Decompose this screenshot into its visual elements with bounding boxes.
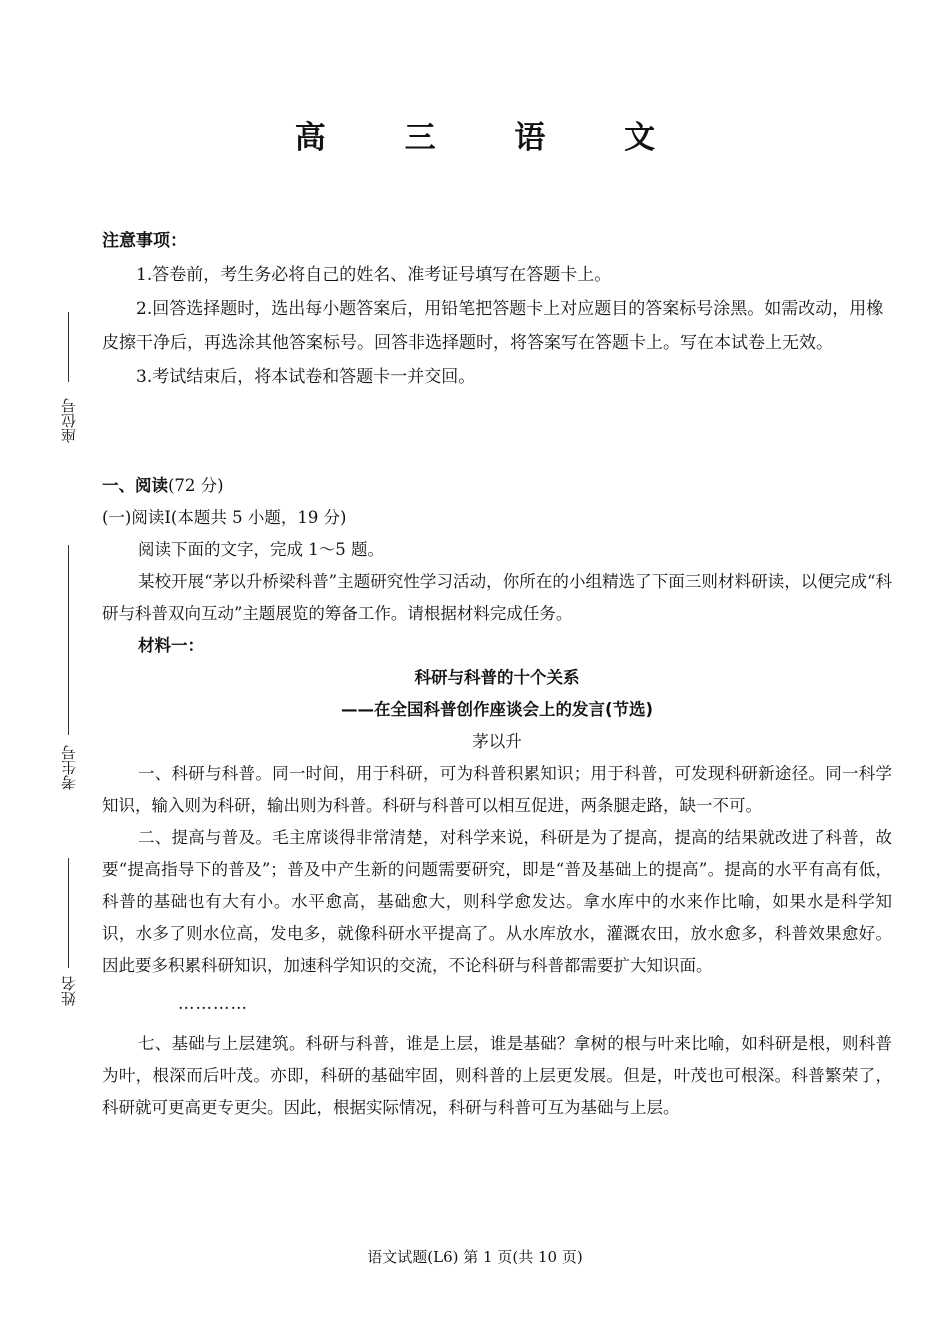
notice-item: 1.答卷前，考生务必将自己的姓名、准考证号填写在答题卡上。 [136, 265, 612, 285]
instruction: 阅读下面的文字，完成 1～5 题。 [138, 540, 384, 559]
name-label: 姓名 [60, 976, 78, 1006]
page-title: 高 三 语 文 [294, 120, 690, 156]
section-heading-text: 一、阅读 [102, 476, 168, 495]
article-paragraph: 二、提高与普及。毛主席谈得非常清楚，对科学来说，科研是为了提高，提高的结果就改进了科普，故要“提高指导下的普及”；普及中产生新的问题需要研究，即是“普及基础上的提高”。提高的水平有高有低，科普的基础也有大有小。水平愈高，基础愈大，则科学愈发达。拿水库中的水来作比喻，如果水是科学知识，水多了则水位高，发电多，就像科研水平提高了。从水库放水，灌溉农田，放水愈多，科普效果愈好。因此要多积累科研知识，加速科学知识的交流，不论科研与科普都需要扩大知识面。 [102, 828, 892, 975]
reading-section [102, 470, 892, 1124]
seat-number-line [68, 312, 69, 382]
notice-item: 3.考试结束后，将本试卷和答题卡一并交回。 [136, 367, 476, 387]
notice-heading: 注意事项： [102, 231, 187, 251]
exam-number-label: 考生号 [60, 745, 78, 790]
name-line [68, 858, 69, 968]
article-author: 茅以升 [472, 732, 522, 751]
seat-number-field [56, 312, 82, 462]
article-paragraph: 七、基础与上层建筑。科研与科普，谁是上层，谁是基础？拿树的根与叶来比喻，如科研是根，则科普为叶，根深而后叶茂。亦即，科研的基础牢固，则科普的上层更发展。但是，叶茂也可根深。科普繁荣了，科研就可更高更专更尖。因此，根据实际情况，科研与科普可互为基础与上层。 [102, 1034, 892, 1117]
article-paragraph: 一、科研与科普。同一时间，用于科研，可为科普积累知识；用于科普，可发现科研新途径。同一科学知识，输入则为科研，输出则为科普。科研与科普可以相互促进，两条腿走路，缺一不可。 [102, 764, 892, 815]
article-body [102, 758, 892, 1124]
ellipsis: ………… [178, 994, 248, 1013]
section-heading-score: (72 分) [168, 476, 224, 495]
notice-section [102, 224, 892, 394]
sub-heading: (一)阅读Ⅰ(本题共 5 小题，19 分) [102, 508, 347, 527]
exam-number-line [68, 545, 69, 735]
page-footer: 语文试题(L6) 第 1 页(共 10 页) [367, 1248, 583, 1266]
material-label: 材料一： [138, 636, 204, 655]
seat-number-label: 座位号 [60, 398, 78, 443]
name-field [56, 858, 82, 1018]
notice-item: 2.回答选择题时，选出每小题答案后，用铅笔把答题卡上对应题目的答案标号涂黑。如需改动，用橡皮擦干净后，再选涂其他答案标号。回答非选择题时，将答案写在答题卡上。写在本试卷上无效。 [102, 299, 884, 353]
article-title: 科研与科普的十个关系 [414, 668, 580, 687]
section-heading [102, 470, 892, 502]
intro-paragraph: 某校开展“茅以升桥梁科普”主题研究性学习活动，你所在的小组精选了下面三则材料研读，以便完成“科研与科普双向互动”主题展览的筹备工作。请根据材料完成任务。 [102, 572, 892, 623]
exam-number-field [56, 545, 82, 805]
article-subtitle: ——在全国科普创作座谈会上的发言(节选) [340, 700, 654, 719]
